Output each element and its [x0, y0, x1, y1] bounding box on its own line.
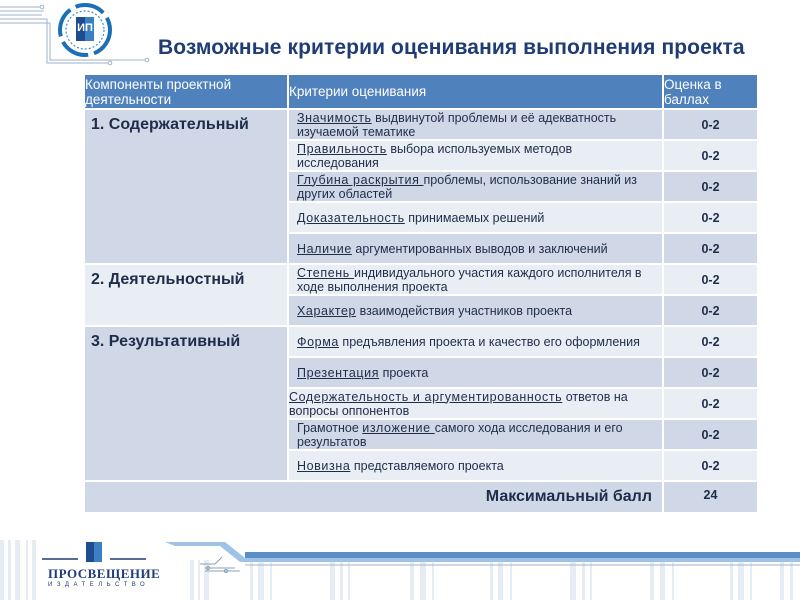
criterion-keyword: изложение	[362, 420, 435, 435]
column-header-components: Компоненты проектной деятельности	[84, 74, 288, 109]
criterion-keyword: Содержательность и аргументированность	[289, 389, 563, 404]
criterion-text: ответов на вопросы оппонентов	[289, 389, 628, 418]
criterion-cell	[288, 202, 663, 233]
criterion-text: самого хода исследования и его результатов	[297, 420, 623, 449]
criterion-text: проекта	[379, 365, 429, 380]
criterion-text: предъявления проекта и качество его оформления	[338, 334, 640, 349]
score-cell: 0-2	[663, 264, 758, 295]
criterion-cell	[288, 109, 663, 140]
publisher-emblem-icon	[57, 2, 113, 58]
criterion-text: представляемого проекта	[350, 458, 504, 473]
criterion-keyword: Глубина раскрытия	[297, 172, 424, 187]
page-title: Возможные критерии оценивания выполнения проекта	[158, 36, 745, 59]
table-row	[84, 264, 758, 295]
criterion-text: принимаемых решений	[404, 210, 545, 225]
criterion-cell	[288, 326, 663, 357]
criterion-cell	[288, 295, 663, 326]
score-cell: 0-2	[663, 388, 758, 419]
score-cell: 0-2	[663, 109, 758, 140]
criterion-cell	[288, 171, 663, 202]
criterion-cell	[288, 450, 663, 481]
score-cell: 0-2	[663, 202, 758, 233]
column-header-criteria: Критерии оценивания	[288, 74, 663, 109]
publisher-subtitle: ИЗДАТЕЛЬСТВО	[48, 582, 150, 588]
column-header-score: Оценка в баллах	[663, 74, 758, 109]
publisher-name: ПРОСВЕЩЕНИЕ	[48, 566, 161, 581]
evaluation-criteria-table	[83, 73, 759, 514]
criterion-cell	[288, 264, 663, 295]
criterion-keyword: Правильность	[297, 141, 387, 156]
max-score-label: Максимальный балл	[84, 481, 663, 513]
criterion-prefix: Грамотное	[297, 420, 363, 435]
criterion-keyword: Значимость	[297, 110, 372, 125]
table-row	[84, 109, 758, 140]
criterion-text: взаимодействия участников проекта	[356, 303, 573, 318]
criterion-cell	[288, 357, 663, 388]
score-cell: 0-2	[663, 326, 758, 357]
score-cell: 0-2	[663, 140, 758, 171]
criterion-text: выбора используемых методов исследования	[297, 141, 573, 170]
criterion-text: индивидуального участия каждого исполнителя в ходе выполнения проекта	[297, 265, 642, 294]
criterion-cell	[288, 140, 663, 171]
total-row	[84, 481, 758, 513]
table-row	[84, 326, 758, 357]
score-cell: 0-2	[663, 295, 758, 326]
component-cell-result: 3. Результативный	[84, 326, 288, 481]
score-cell: 0-2	[663, 419, 758, 450]
table-header-row	[84, 74, 758, 109]
criterion-cell	[288, 388, 663, 419]
criterion-keyword: Доказательность	[297, 210, 405, 225]
criterion-keyword: Характер	[297, 303, 357, 318]
criterion-keyword: Презентация	[297, 365, 380, 380]
criterion-keyword: Форма	[297, 334, 339, 349]
criterion-text: аргументированных выводов и заключений	[351, 241, 608, 256]
criterion-cell	[288, 419, 663, 450]
criterion-keyword: Новизна	[297, 458, 351, 473]
criterion-keyword: Наличие	[297, 241, 352, 256]
score-cell: 0-2	[663, 233, 758, 264]
score-cell: 0-2	[663, 357, 758, 388]
score-cell: 0-2	[663, 171, 758, 202]
criterion-keyword: Степень	[297, 265, 354, 280]
max-score-value: 24	[663, 481, 758, 513]
svg-text:ИП: ИП	[77, 22, 93, 34]
score-cell: 0-2	[663, 450, 758, 481]
component-cell-activity: 2. Деятельностный	[84, 264, 288, 326]
criterion-text: проблемы, использование знаний из других областей	[297, 172, 638, 201]
component-cell-content: 1. Содержательный	[84, 109, 288, 264]
criterion-text: выдвинутой проблемы и её адекватность изучаемой тематике	[297, 110, 617, 139]
criterion-cell	[288, 233, 663, 264]
